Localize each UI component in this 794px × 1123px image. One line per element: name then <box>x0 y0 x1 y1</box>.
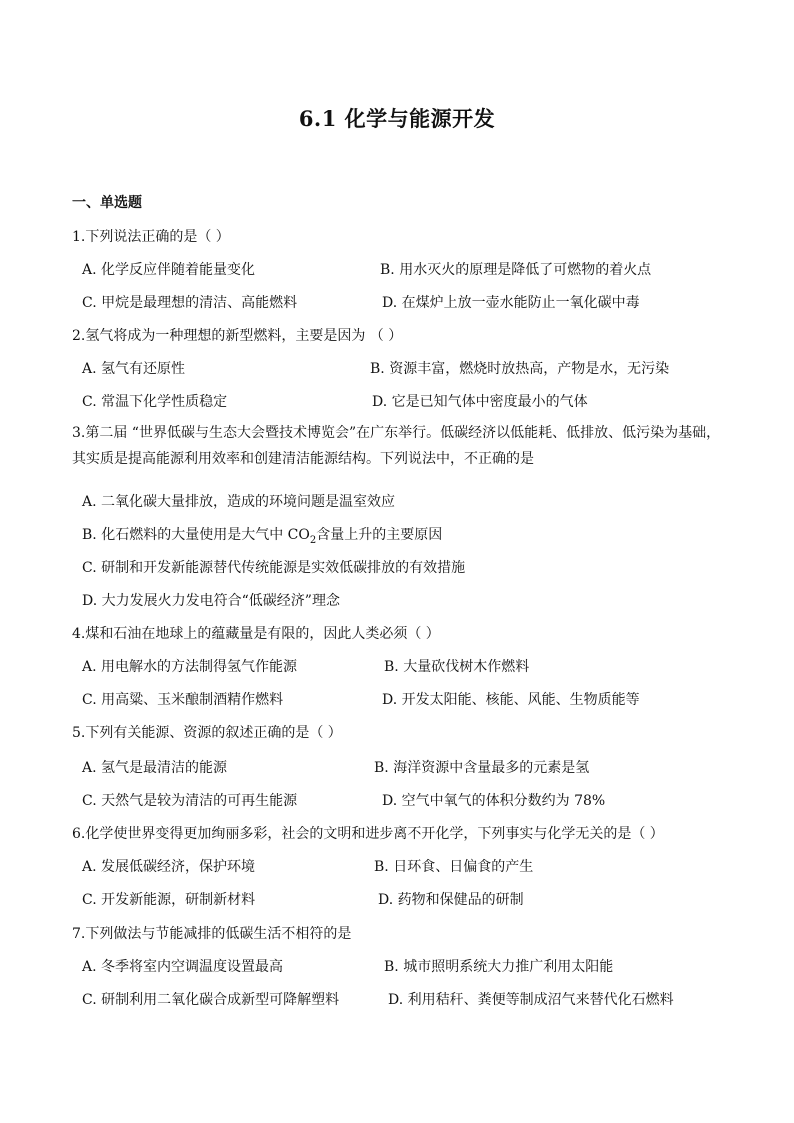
question-6-stem: 6.化学使世界变得更加绚丽多彩，社会的文明和进步离不开化学，下列事实与化学无关的是（ ） <box>72 826 664 842</box>
question-6-option-d: D. 药物和保健品的研制 <box>378 892 524 908</box>
question-2-option-c: C. 常温下化学性质稳定 <box>82 394 228 410</box>
question-7-option-b: B. 城市照明系统大力推广利用太阳能 <box>384 959 614 975</box>
question-5-option-c: C. 天然气是较为清洁的可再生能源 <box>82 793 298 809</box>
question-7-option-d: D. 利用秸秆、粪便等制成沼气来替代化石燃料 <box>388 992 674 1008</box>
question-2-option-b: B. 资源丰富，燃烧时放热高，产物是水，无污染 <box>370 361 670 377</box>
question-1-option-a: A. 化学反应伴随着能量变化 <box>82 262 256 278</box>
page-title: 6.1 化学与能源开发 <box>298 106 496 131</box>
question-1-option-d: D. 在煤炉上放一壶水能防止一氧化碳中毒 <box>382 295 640 311</box>
question-5-stem: 5.下列有关能源、资源的叙述正确的是（ ） <box>72 725 342 741</box>
question-7-option-c: C. 研制利用二氧化碳合成新型可降解塑料 <box>82 992 340 1008</box>
question-3-option-c: C. 研制和开发新能源替代传统能源是实效低碳排放的有效措施 <box>82 560 466 576</box>
question-5-option-d: D. 空气中氧气的体积分数约为 78% <box>382 793 606 809</box>
question-2-stem: 2.氢气将成为一种理想的新型燃料，主要是因为 （ ） <box>72 328 403 344</box>
question-3-option-b-text: B. 化石燃料的大量使用是大气中 CO <box>82 527 310 543</box>
question-7-stem: 7.下列做法与节能减排的低碳生活不相符的是 <box>72 926 352 942</box>
question-4-option-b: B. 大量砍伐树木作燃料 <box>384 659 530 675</box>
question-4-option-d: D. 开发太阳能、核能、风能、生物质能等 <box>382 692 640 708</box>
section-heading: 一、单选题 <box>72 195 142 211</box>
question-3-option-a: A. 二氧化碳大量排放，造成的环境问题是温室效应 <box>82 494 396 510</box>
question-4-option-c: C. 用高粱、玉米酿制酒精作燃料 <box>82 692 284 708</box>
question-1-stem: 1.下列说法正确的是（ ） <box>72 229 230 245</box>
question-5-option-a: A. 氢气是最清洁的能源 <box>82 760 228 776</box>
question-3-option-b-subscript: 2 <box>309 534 317 546</box>
question-3-option-b <box>82 524 442 546</box>
question-5-option-b: B. 海洋资源中含量最多的元素是氢 <box>374 760 590 776</box>
question-6-option-a: A. 发展低碳经济，保护环境 <box>82 859 256 875</box>
question-1-option-b: B. 用水灭火的原理是降低了可燃物的着火点 <box>380 262 652 278</box>
question-4-option-a: A. 用电解水的方法制得氢气作能源 <box>82 659 298 675</box>
question-3-stem: 3.第二届 “世界低碳与生态大会暨技术博览会”在广东举行。低碳经济以低能耗、低排放、低污染为基础，其实质是提高能源利用效率和创建清洁能源结构。下列说法中，不正确的是 <box>72 425 721 467</box>
question-2-option-a: A. 氢气有还原性 <box>82 361 186 377</box>
question-4-stem: 4.煤和石油在地球上的蕴藏量是有限的，因此人类必须（ ） <box>72 626 440 642</box>
question-3-option-d: D. 大力发展火力发电符合“低碳经济”理念 <box>82 593 340 609</box>
question-6-option-b: B. 日环食、日偏食的产生 <box>374 859 534 875</box>
question-1-option-c: C. 甲烷是最理想的清洁、高能燃料 <box>82 295 298 311</box>
question-6-option-c: C. 开发新能源，研制新材料 <box>82 892 256 908</box>
question-2-option-d: D. 它是已知气体中密度最小的气体 <box>372 394 588 410</box>
question-7-option-a: A. 冬季将室内空调温度设置最高 <box>82 959 284 975</box>
question-3-option-b-tail: 含量上升的主要原因 <box>316 527 443 543</box>
